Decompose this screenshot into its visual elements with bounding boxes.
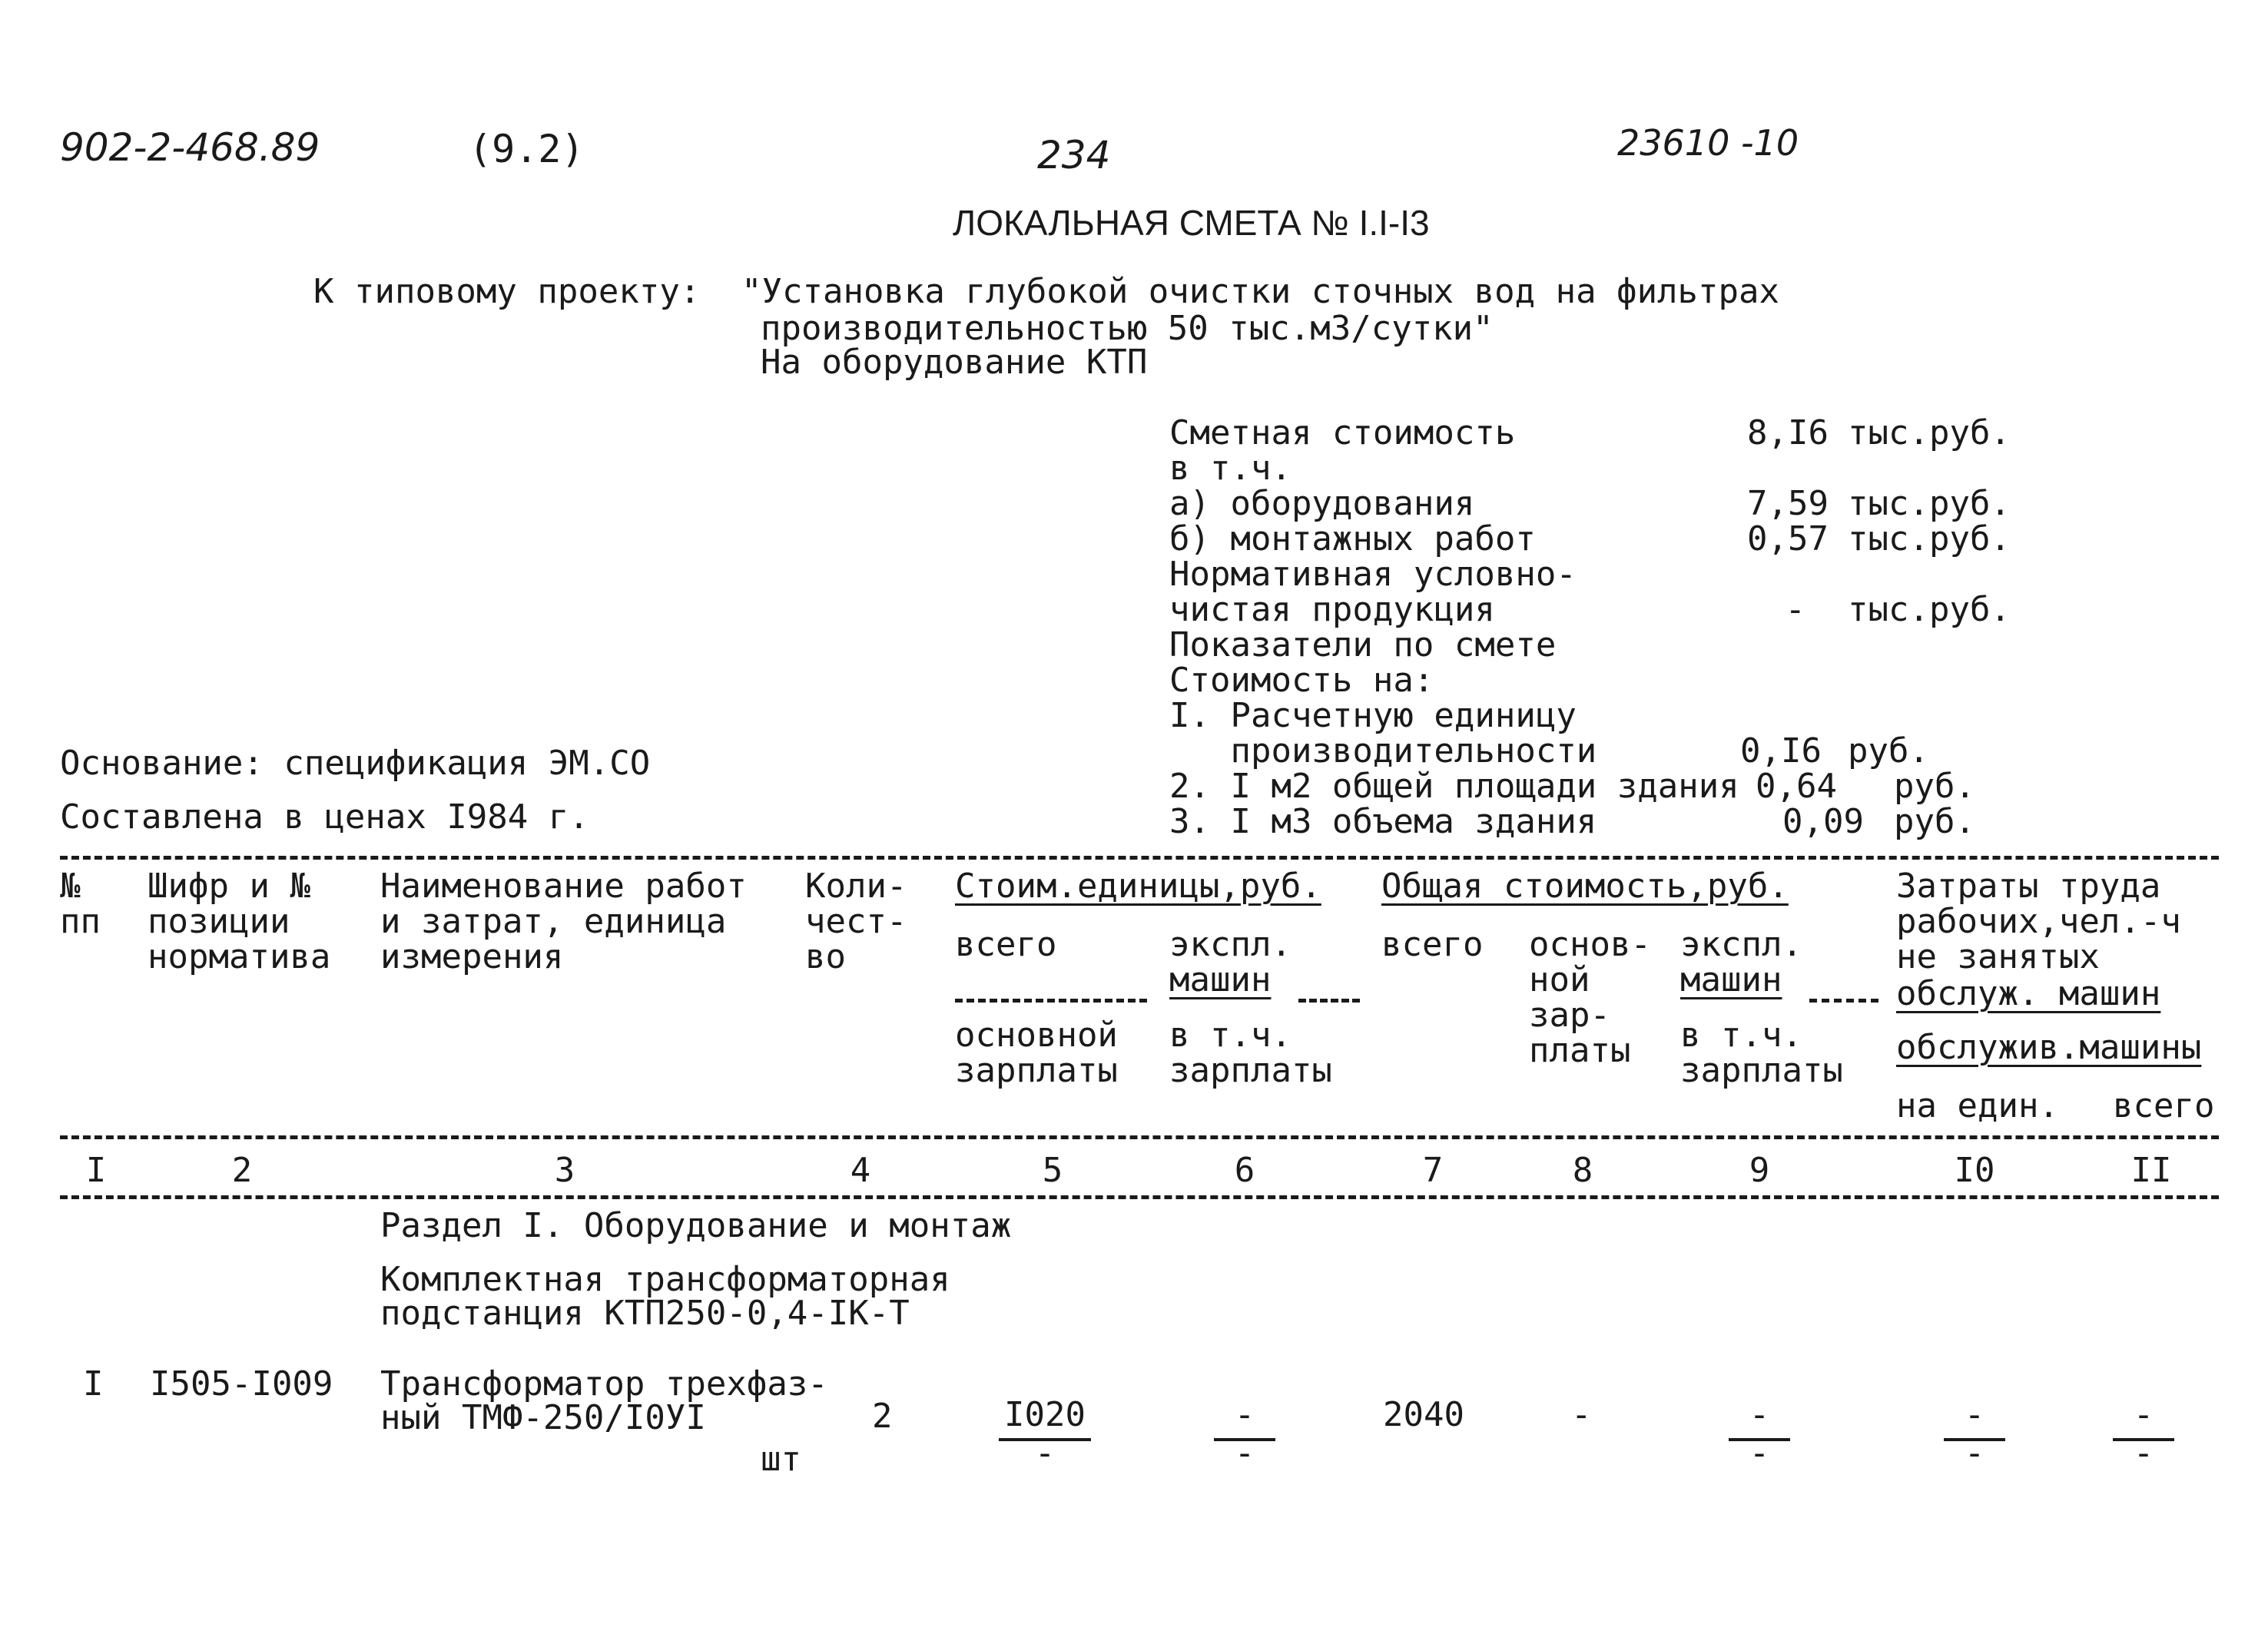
header-labor: Затраты труда	[1896, 867, 2161, 906]
sheet-code: (9.2)	[469, 127, 585, 171]
header-col2: норматива	[148, 937, 331, 976]
header-labor-unit: на един.	[1896, 1086, 2059, 1125]
summary-unit: тыс.руб.	[1848, 590, 2011, 629]
project-line-1: "Установка глубокой очистки сточных вод на фильтрах	[741, 272, 1780, 311]
header-sub-rule	[955, 999, 1147, 1003]
row-unit-wage: -	[1034, 1433, 1056, 1473]
header-sub-rule	[1298, 999, 1360, 1003]
summary-label: Сметная стоимость	[1169, 413, 1516, 452]
project-line-2: производительностью 50 тыс.м3/сутки"	[761, 309, 1494, 348]
column-number: II	[2130, 1151, 2172, 1190]
column-number: 2	[231, 1151, 253, 1190]
row-labor-unit: -	[1964, 1395, 1985, 1434]
summary-unit: руб.	[1894, 802, 1975, 841]
header-col3: измерения	[380, 937, 564, 976]
summary-label: в т.ч.	[1169, 449, 1292, 488]
row-unit: шт	[761, 1440, 801, 1479]
summary-value: 7,59	[1747, 484, 1829, 523]
summary-label: б) монтажных работ	[1169, 519, 1536, 558]
summary-label: Нормативная условно-	[1169, 555, 1577, 594]
section-title: Раздел I. Оборудование и монтаж	[380, 1206, 1012, 1245]
column-number: 6	[1234, 1151, 1255, 1190]
numbers-bottom-rule	[60, 1195, 2219, 1199]
header-total-cost: Общая стоимость,руб.	[1381, 867, 1789, 906]
header-col4: чест-	[805, 902, 907, 941]
header-total-wage: зар-	[1529, 996, 1610, 1035]
column-number: 7	[1422, 1151, 1444, 1190]
summary-value: -	[1785, 590, 1805, 629]
row-labor-all-2: -	[2133, 1433, 2154, 1473]
header-labor: не занятых	[1896, 937, 2100, 976]
header-labor: рабочих,чел.-ч	[1896, 902, 2181, 941]
header-col4: во	[805, 937, 846, 976]
summary-unit: тыс.руб.	[1848, 519, 2011, 558]
header-col1: пп	[60, 902, 101, 941]
header-unit-machine: машин	[1169, 960, 1272, 999]
header-col3: и затрат, единица	[380, 902, 727, 941]
column-number: 9	[1749, 1151, 1770, 1190]
header-unit-incl: в т.ч.	[1169, 1016, 1292, 1055]
prices-text: Составлена в ценах I984 г.	[60, 797, 589, 837]
section-subtitle: подстанция КТП250-0,4-IК-Т	[380, 1294, 910, 1333]
row-unit-total: I020	[1004, 1395, 1086, 1434]
inventory-number: 23610 -10	[1617, 122, 1799, 164]
page-number: 234	[1037, 133, 1111, 177]
summary-label: 2. I м2 общей площади здания	[1169, 767, 1739, 806]
row-total-machine-wage: -	[1749, 1433, 1770, 1473]
row-name: ный ТМФ-250/I0УI	[380, 1398, 706, 1437]
summary-label: I. Расчетную единицу	[1169, 696, 1577, 735]
summary-label: 3. I м3 объема здания	[1169, 802, 1597, 841]
header-col1: №	[60, 867, 81, 906]
header-unit-incl: зарплаты	[1169, 1051, 1332, 1090]
header-unit-wage: зарплаты	[955, 1051, 1118, 1090]
column-number: 8	[1572, 1151, 1593, 1190]
row-quantity: 2	[872, 1397, 893, 1436]
header-total-all: всего	[1381, 925, 1484, 964]
header-total-wage: основ-	[1529, 925, 1651, 964]
summary-unit: тыс.руб.	[1848, 413, 2011, 452]
summary-value: 0,I6	[1740, 731, 1822, 771]
row-labor-unit-2: -	[1964, 1433, 1985, 1473]
header-total-machine: экспл.	[1680, 925, 1802, 964]
basis-text: Основание: спецификация ЭМ.СО	[60, 744, 651, 783]
page-title: ЛОКАЛЬНАЯ СМЕТА № I.I-I3	[953, 203, 1430, 243]
row-total-wage: -	[1571, 1395, 1592, 1434]
header-unit-wage: основной	[955, 1016, 1118, 1055]
document-code: 902-2-468.89	[60, 125, 320, 170]
row-total: 2040	[1383, 1395, 1464, 1434]
row-number: I	[83, 1364, 104, 1404]
header-unit-cost: Стоим.единицы,руб.	[955, 867, 1321, 906]
header-unit-machine: экспл.	[1169, 925, 1292, 964]
header-sub-rule	[1809, 999, 1878, 1003]
table-top-rule	[60, 856, 2219, 860]
row-total-machine: -	[1749, 1395, 1770, 1434]
project-line-3: На оборудование КТП	[761, 343, 1148, 382]
row-unit-machine: -	[1234, 1395, 1255, 1434]
header-labor-all: всего	[2113, 1086, 2215, 1125]
header-total-wage: платы	[1529, 1031, 1631, 1070]
header-labor-serv2: обслужив.машины	[1896, 1028, 2202, 1067]
column-number: 4	[850, 1151, 871, 1190]
header-col4: Коли-	[805, 867, 907, 906]
summary-unit: руб.	[1848, 731, 1929, 771]
column-number: 3	[554, 1151, 575, 1190]
header-total-machine: машин	[1680, 960, 1782, 999]
summary-unit: руб.	[1894, 767, 1975, 806]
header-labor-serv: обслуж. машин	[1896, 974, 2161, 1013]
header-total-wage: ной	[1529, 960, 1590, 999]
summary-label: чистая продукция	[1169, 590, 1495, 629]
header-unit-total: всего	[955, 925, 1057, 964]
summary-value: 8,I6	[1747, 413, 1829, 452]
summary-label: Стоимость на:	[1169, 661, 1434, 700]
summary-label: а) оборудования	[1169, 484, 1475, 523]
summary-label: производительности	[1169, 731, 1597, 771]
column-number: I	[85, 1151, 107, 1190]
summary-value: 0,57	[1747, 519, 1829, 558]
row-code: I505-I009	[150, 1364, 333, 1404]
row-unit-machine-wage: -	[1234, 1433, 1255, 1473]
column-number: 5	[1042, 1151, 1063, 1190]
summary-unit: тыс.руб.	[1848, 484, 2011, 523]
section-subtitle: Комплектная трансформаторная	[380, 1260, 950, 1299]
header-bottom-rule	[60, 1135, 2219, 1139]
summary-value: 0,64	[1756, 767, 1837, 806]
header-total-incl: зарплаты	[1680, 1051, 1843, 1090]
summary-label: Показатели по смете	[1169, 625, 1557, 665]
header-col2: Шифр и №	[148, 867, 310, 906]
header-col2: позиции	[148, 902, 290, 941]
summary-value: 0,09	[1782, 802, 1864, 841]
header-col3: Наименование работ	[380, 867, 747, 906]
row-labor-all: -	[2133, 1395, 2154, 1434]
column-number: I0	[1954, 1151, 1995, 1190]
row-name: Трансформатор трехфаз-	[380, 1364, 828, 1404]
header-total-incl: в т.ч.	[1680, 1016, 1802, 1055]
project-label: К типовому проекту:	[313, 272, 701, 311]
